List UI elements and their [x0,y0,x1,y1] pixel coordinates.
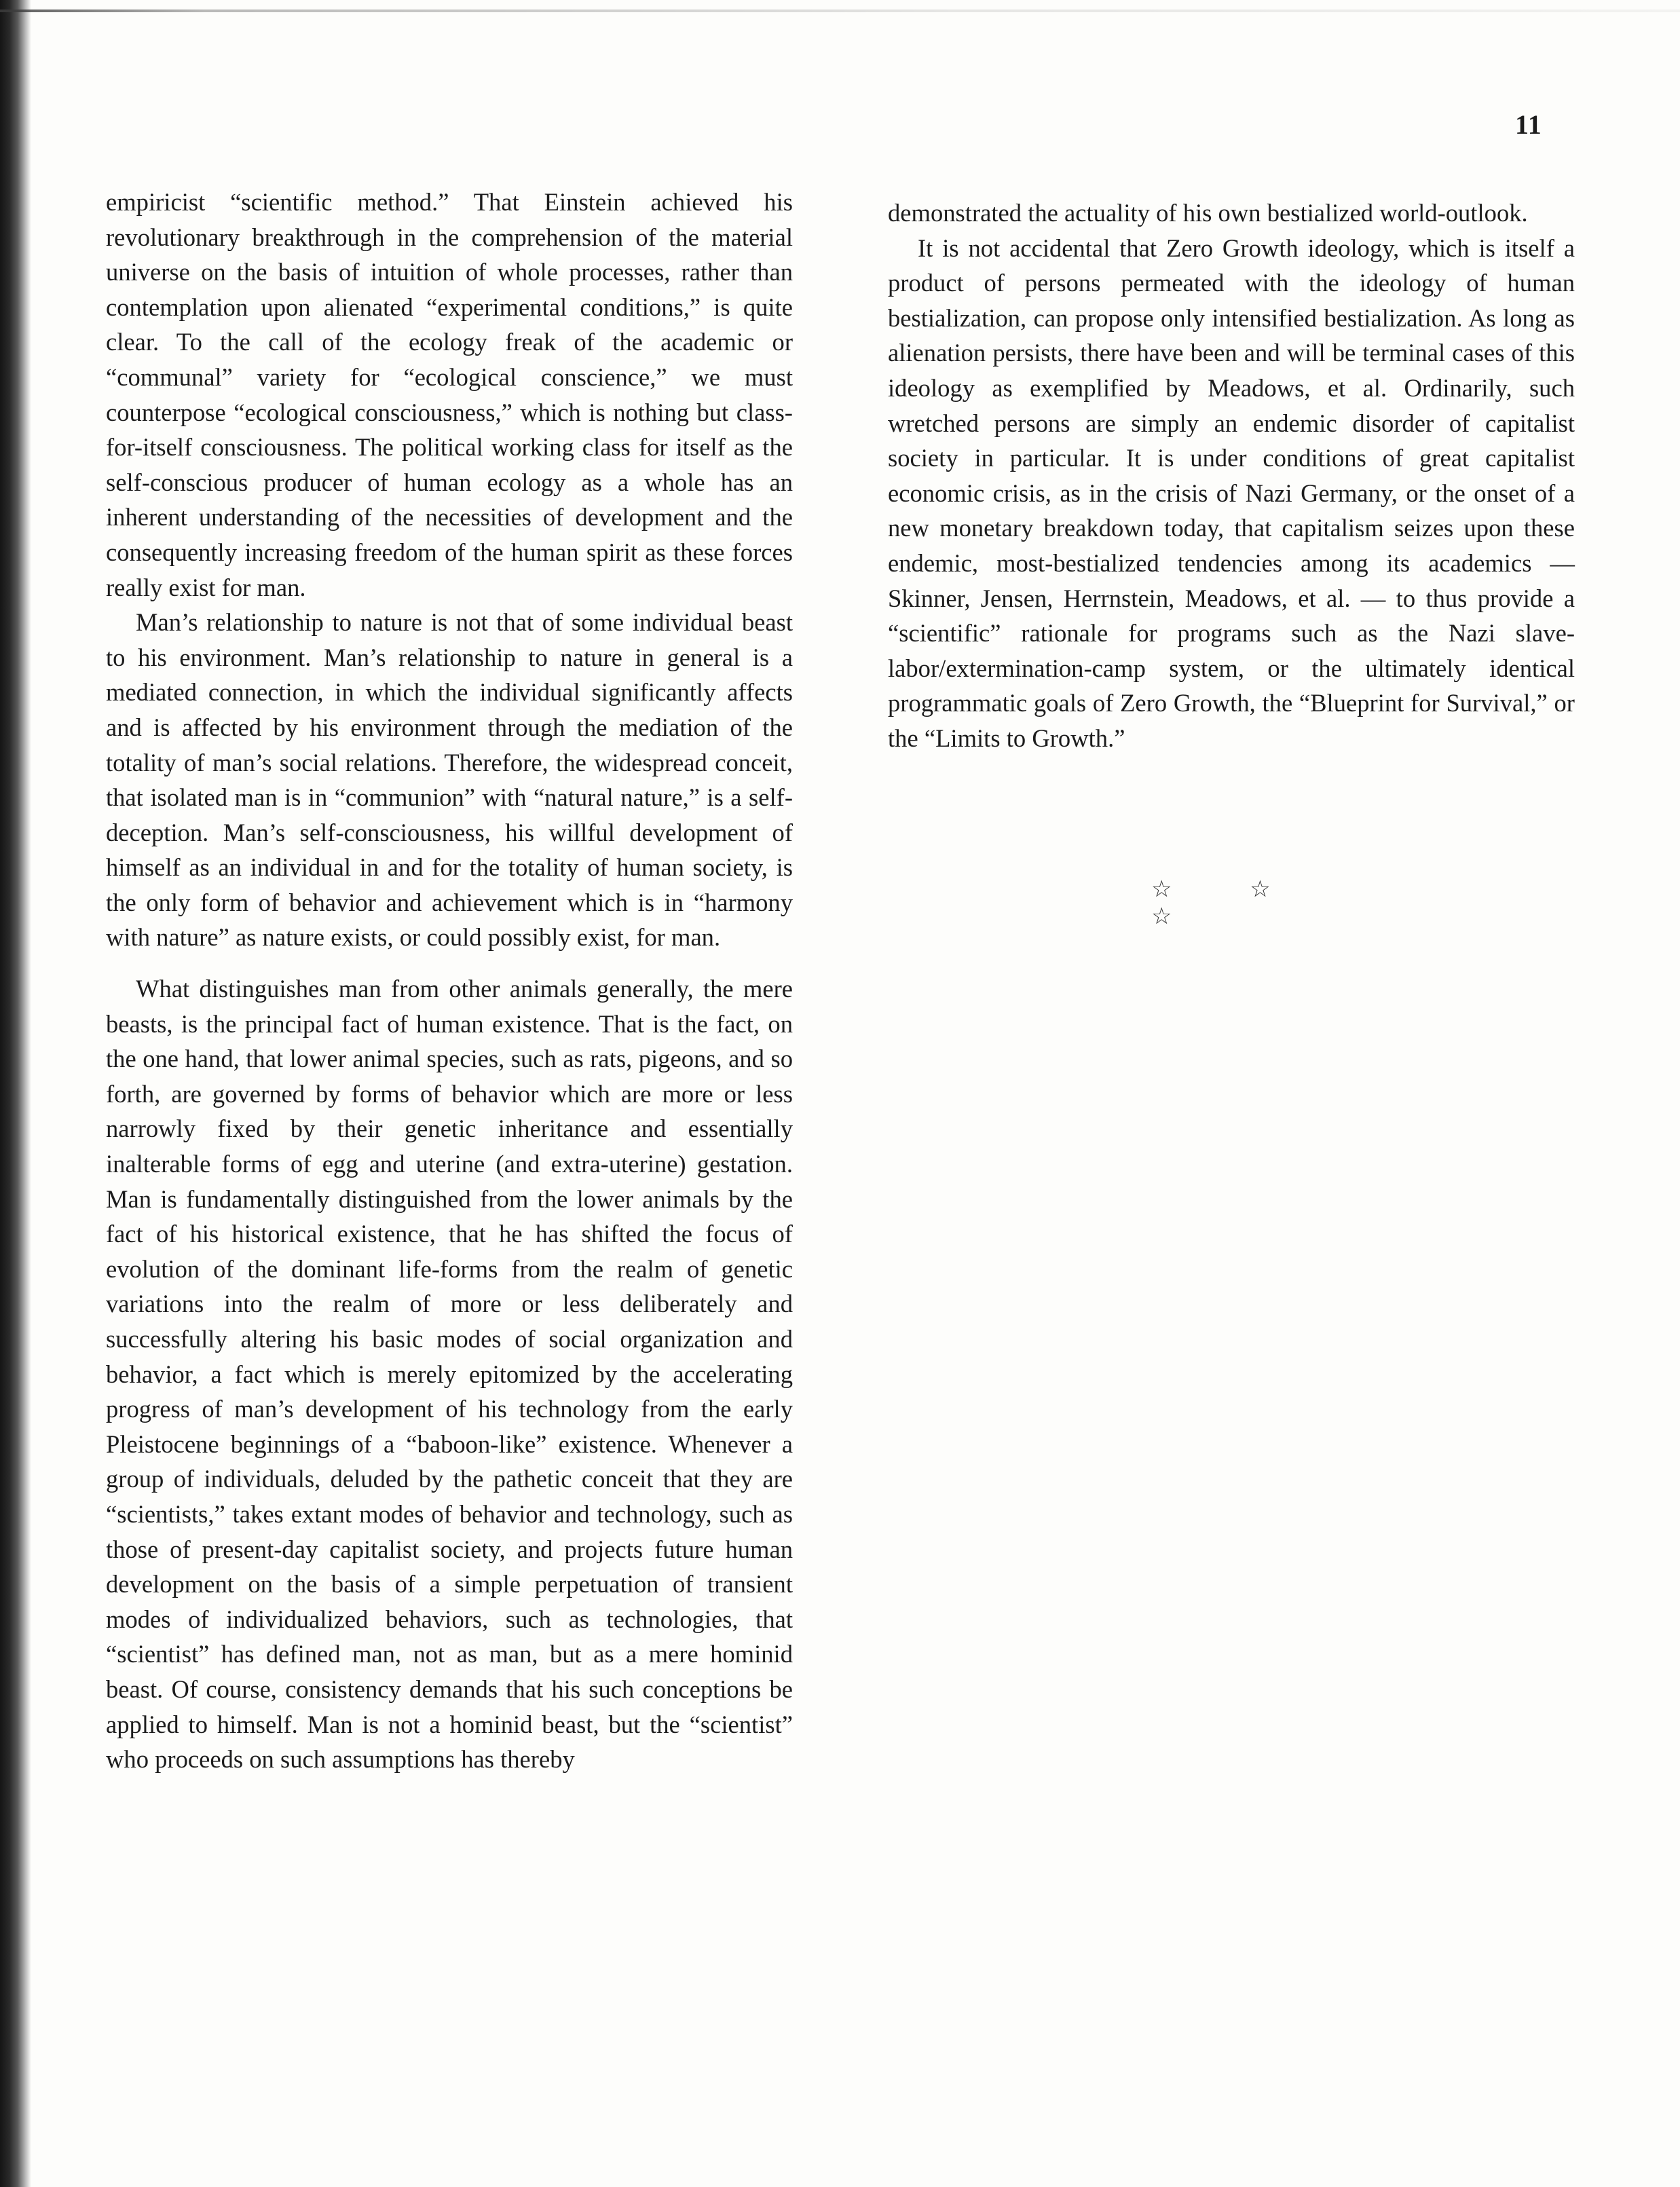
section-break-stars: ☆ ☆ ☆ [1151,876,1306,930]
right-paragraph-1: demonstrated the actuality of his own bestialized world-outlook. [888,199,1528,227]
right-column [888,195,1575,756]
left-paragraph-3: What distinguishes man from other animals generally, the mere beasts, is the principal fact of human existence. That is the fact, on the one hand, that lower animal species, such as rats, pigeons, and so forth, are governed by forms of behavior which are more or less narrowly fixed by their genetic inheritance and essentially inalterable forms of egg and uterine (and extra-uterine) gestation. Man is fundamentally distinguished from the lower animals by the fact of his historical existence, that he has shifted the focus of evolution of the dominant life-forms from the realm of genetic variations into the realm of more or less deliberately and successfully altering his basic modes of social organization and behavior, a fact which is merely epitomized by the accelerating progress of man’s development of his technology from the early Pleistocene beginnings of a “baboon-like” existence. Whenever a group of individuals, deluded by the pathetic conceit that they are “scientists,” takes extant modes of behavior and technology, such as those of present-day capitalist society, and projects future human development on the basis of a simple perpetuation of transient modes of individualized behaviors, such as technologies, that “scientist” has defined man, not as man, but as a mere hominid beast. Of course, consistency demands that his such conceptions be applied to himself. Man is not a hominid beast, but the “scientist” who proceeds on such assumptions has thereby [106,975,793,1774]
left-paragraph-2: Man’s relationship to nature is not that of some individual beast to his environment. Man’s relationship to nature in general is a mediated connection, in which the individual significantly affects and is affected by his environment through the mediation of the totality of man’s social relations. Therefore, the widespread conceit, that isolated man is in “communion” with “natural nature,” is a self-deception. Man’s self-consciousness, his willful development of himself as an individual in and for the totality of human society, is the only form of behavior and achievement which is in “harmony with nature” as nature exists, or could possibly exist, for man. [106,608,793,952]
left-paragraph-1: empiricist “scientific method.” That Einstein achieved his revolutionary breakthrough in the comprehension of the material universe on the basis of intuition of whole processes, rather than contemplation upon alienated “experimental conditions,” is quite clear. To the call of the ecology freak of the academic or “communal” variety for “ecological conscience,” we must counterpose “ecological consciousness,” which is nothing but class-for-itself consciousness. The political working class for itself as the self-conscious producer of human ecology as a whole has an inherent understanding of the necessities of development and the consequently increasing freedom of the human spirit as these forces really exist for man. [106,188,793,601]
right-paragraph-2: It is not accidental that Zero Growth ideology, which is itself a product of persons permeated with the ideology of human bestialization, can propose only intensified bestialization. As long as alienation persists, there have been and will be terminal cases of this ideology as exemplified by Meadows, et al. Ordinarily, such wretched persons are simply an endemic disorder of capitalist society in particular. It is under conditions of great capitalist economic crisis, as in the crisis of Nazi Germany, or the onset of a new monetary breakdown today, that capitalism seizes upon these endemic, most-bestialized tendencies among its academics — Skinner, Jensen, Herrnstein, Meadows, et al. — to thus provide a “scientific” rationale for programs such as the Nazi slave-labor/extermination-camp system, or the ultimately identical programmatic goals of Zero Growth, the “Blueprint for Survival,” or the “Limits to Growth.” [888,233,1575,752]
page-number: 11 [1515,109,1542,140]
left-column [106,185,793,1777]
page-top-edge [0,10,1680,12]
binding-edge-shadow [0,0,31,2187]
